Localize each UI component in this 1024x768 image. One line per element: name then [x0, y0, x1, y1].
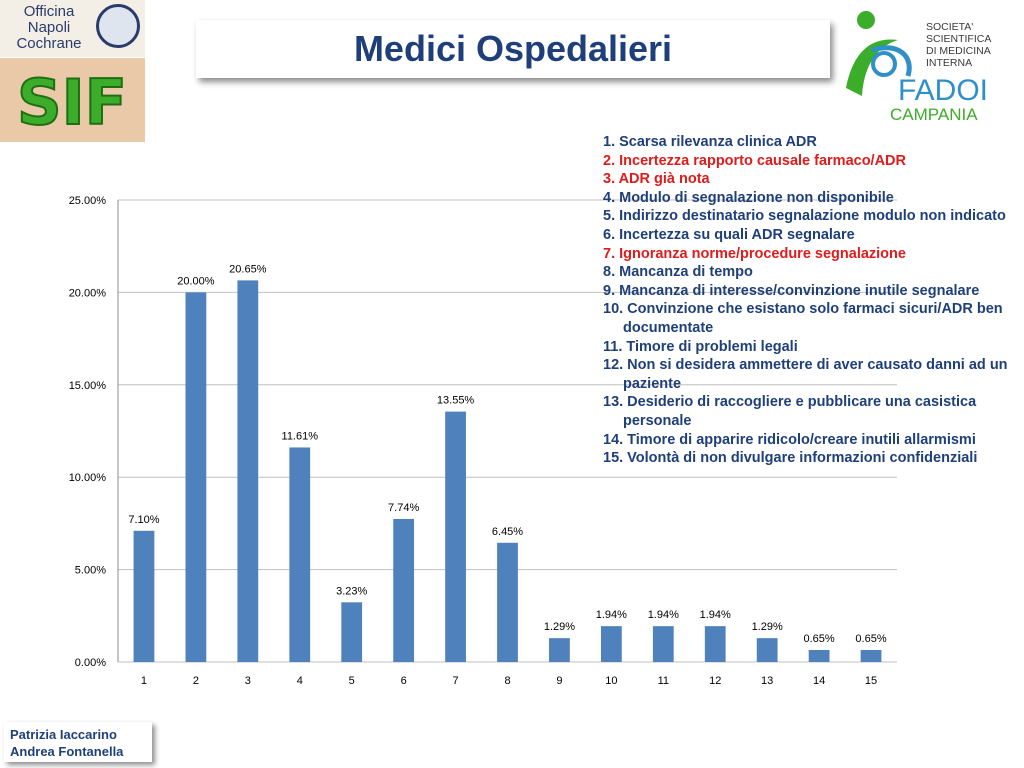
legend-item: 8. Mancanza di tempo — [603, 264, 753, 281]
bar — [497, 543, 518, 662]
sif-logo-text: SIF — [16, 66, 128, 139]
x-tick-label: 2 — [192, 675, 199, 687]
bar — [289, 447, 310, 662]
fadoi-society-line: SOCIETA' — [926, 21, 974, 33]
data-label: 0.65% — [803, 632, 835, 645]
legend-item: 6. Incertezza su quali ADR segnalare — [603, 226, 855, 243]
x-tick-label: 14 — [812, 675, 826, 687]
data-label: 1.94% — [699, 609, 731, 622]
bar — [757, 638, 778, 662]
legend-item: 4. Modulo di segnalazione non disponibile — [603, 189, 894, 206]
x-tick-label: 7 — [452, 675, 459, 687]
data-label: 1.29% — [543, 621, 576, 634]
legend-item: 12. Non si desidera ammettere di aver causato danni ad un paziente — [603, 357, 1008, 392]
data-label: 6.45% — [491, 525, 524, 538]
author-name: Andrea Fontanella — [10, 744, 124, 759]
x-tick-label: 6 — [400, 675, 407, 687]
data-label: 7.74% — [388, 501, 420, 514]
x-tick-label: 15 — [864, 675, 878, 687]
bar — [653, 626, 674, 662]
data-label: 13.55% — [436, 394, 475, 407]
x-tick-label: 1 — [140, 675, 148, 687]
x-tick-label: 13 — [761, 675, 774, 687]
fadoi-society-line: SCIENTIFICA — [926, 33, 992, 45]
bar — [237, 280, 258, 662]
bar — [601, 626, 622, 662]
fadoi-society-line: DI MEDICINA — [926, 45, 991, 57]
legend-item: 2. Incertezza rapporto causale farmaco/ADR — [603, 152, 906, 169]
x-tick-label: 9 — [556, 675, 563, 687]
data-label: 1.29% — [751, 621, 783, 634]
fadoi-name: FADOI — [898, 74, 989, 107]
legend-item: 14. Timore di apparire ridicolo/creare inutili allarmismi — [603, 431, 976, 448]
x-tick-label: 8 — [504, 675, 511, 687]
legend-item: 1. Scarsa rilevanza clinica ADR — [603, 134, 817, 150]
y-tick-label: 5.00% — [74, 564, 106, 577]
y-tick-label: 15.00% — [68, 379, 106, 392]
bar — [134, 531, 155, 662]
data-label: 20.65% — [229, 263, 267, 276]
data-label: 1.94% — [647, 609, 679, 622]
legend-item: 9. Mancanza di interesse/convinzione inutile segnalare — [603, 282, 980, 299]
y-tick-label: 0.00% — [74, 657, 106, 669]
y-tick-label: 10.00% — [68, 472, 106, 485]
x-tick-label: 12 — [709, 675, 722, 687]
x-tick-label: 5 — [348, 675, 355, 687]
legend-item: 7. Ignoranza norme/procedure segnalazione — [603, 245, 906, 262]
page-title: Medici Ospedalieri — [353, 28, 673, 69]
bar — [705, 626, 726, 662]
bar — [445, 412, 466, 662]
data-label: 0.65% — [855, 632, 887, 645]
x-tick-label: 11 — [657, 675, 670, 687]
x-tick-label: 4 — [296, 675, 303, 687]
author-name: Patrizia Iaccarino — [10, 727, 117, 742]
data-label: 11.61% — [281, 430, 319, 443]
bar — [549, 638, 570, 662]
legend-item: 13. Desiderio di raccogliere e pubblicare una casistica personale — [603, 394, 977, 429]
fadoi-society-line: INTERNA — [926, 57, 973, 69]
author-footer — [4, 722, 152, 762]
x-tick-label: 3 — [244, 675, 251, 687]
onc-logo-line: Officina — [23, 3, 75, 20]
fadoi-region: CAMPANIA — [890, 105, 978, 124]
legend-item: 11. Timore di problemi legali — [603, 338, 798, 355]
bar — [809, 650, 830, 662]
data-label: 1.94% — [595, 609, 627, 622]
bar — [341, 602, 362, 662]
data-label: 3.23% — [336, 585, 368, 598]
legend-item: 5. Indirizzo destinatario segnalazione modulo non indicato — [603, 208, 1006, 225]
legend — [603, 133, 1008, 468]
legend-item: 10. Convinzione che esistano solo farmaci sicuri/ADR ben documentate — [603, 301, 1003, 336]
onc-logo-line: Cochrane — [16, 35, 82, 52]
bar — [186, 292, 207, 662]
legend-item: 15. Volontà di non divulgare informazioni confidenziali — [603, 450, 978, 467]
bar — [393, 519, 414, 662]
onc-logo-line: Napoli — [27, 19, 71, 36]
y-tick-label: 25.00% — [68, 195, 106, 207]
bar — [861, 650, 882, 662]
legend-item: 3. ADR già nota — [603, 171, 710, 188]
data-label: 20.00% — [177, 275, 215, 288]
y-tick-label: 20.00% — [68, 287, 106, 300]
data-label: 7.10% — [128, 513, 160, 526]
x-tick-label: 10 — [605, 675, 618, 687]
